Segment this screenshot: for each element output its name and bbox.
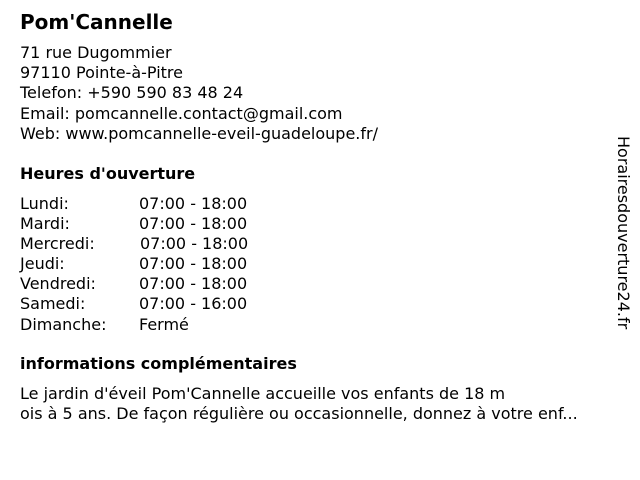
day-label: Dimanche: xyxy=(20,314,107,334)
hours-row-monday xyxy=(20,194,320,214)
day-label: Lundi: xyxy=(20,194,69,213)
time-value: 07:00 - 16:00 xyxy=(139,294,248,314)
address-city: 97110 Pointe-à-Pitre xyxy=(20,63,183,83)
time-value: 07:00 - 18:00 xyxy=(140,234,249,254)
hours-row-friday xyxy=(20,274,320,294)
web-line: Web: www.pomcannelle-eveil-guadeloupe.fr/ xyxy=(20,123,378,143)
day-label: Jeudi: xyxy=(20,254,65,274)
day-label: Samedi: xyxy=(20,294,86,314)
hours-heading: Heures d'ouverture xyxy=(20,164,196,183)
hours-row-sunday xyxy=(20,315,320,335)
day-label: Vendredi: xyxy=(20,274,96,294)
hours-table xyxy=(20,194,320,335)
contact-block xyxy=(20,43,378,144)
site-watermark: Horairesdouverture24.fr xyxy=(614,136,633,330)
time-value: 07:00 - 18:00 xyxy=(139,194,248,213)
description-line: ois à 5 ans. De façon régulière ou occasionnelle, donnez à votre enf... xyxy=(20,404,578,423)
description-line: Le jardin d'éveil Pom'Cannelle accueille vos enfants de 18 m xyxy=(20,384,506,403)
time-value: 07:00 - 18:00 xyxy=(139,214,248,234)
info-heading: informations complémentaires xyxy=(20,354,297,373)
address-street: 71 rue Dugommier xyxy=(20,43,172,62)
hours-row-saturday xyxy=(20,294,320,314)
time-value: Fermé xyxy=(139,314,189,334)
day-label: Mercredi: xyxy=(20,234,95,254)
business-name: Pom'Cannelle xyxy=(20,10,173,34)
phone-line: Telefon: +590 590 83 48 24 xyxy=(20,83,244,103)
time-value: 07:00 - 18:00 xyxy=(139,274,248,294)
time-value: 07:00 - 18:00 xyxy=(139,254,248,274)
hours-row-tuesday xyxy=(20,214,320,234)
hours-row-wednesday xyxy=(20,234,320,254)
day-label: Mardi: xyxy=(20,214,70,234)
info-description xyxy=(20,384,578,424)
hours-row-thursday xyxy=(20,254,320,274)
email-line: Email: pomcannelle.contact@gmail.com xyxy=(20,103,343,123)
